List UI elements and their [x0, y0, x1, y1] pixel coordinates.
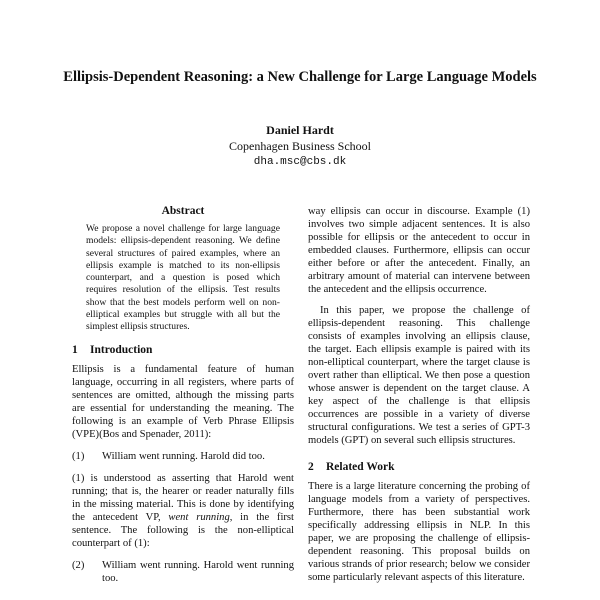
- related-title: Related Work: [326, 461, 395, 473]
- intro-paragraph-2: [72, 472, 294, 550]
- related-paragraph-1: There is a large literature concerning the probing of language models from a variety of perspectives. Furthermore, there has been substantial work specifically addressing ellipsis in NLP. In this paper, we are proposing the challenge of ellipsis-dependent reasoning. This proposal builds on various strands of prior research; below we consider some particularly relevant aspects of this literature.: [308, 481, 530, 583]
- right-paragraph-2: In this paper, we propose the challenge of ellipsis-dependent reasoning. This challenge consists of examples involving an ellipsis clause, the target. Each ellipsis example is paired with its non-elliptical counterpart, where the target clause is overt rather than elliptical. We then pose a question whose answer is dependent on the target clause. A key aspect of the challenge is that ellipsis occurrences are possible in a variety of diverse structural configurations. We test a series of GPT-3 models (GPT) on several such ellipsis structures.: [308, 305, 530, 446]
- intro-heading: [72, 344, 294, 356]
- intro-number: 1: [72, 343, 78, 356]
- example-2-text: William went running. Harold went running too.: [102, 559, 294, 584]
- intro-title: Introduction: [90, 343, 153, 356]
- intro-paragraph-2-a: (1) is understood as asserting that Harold went running; that is, the hearer or reader naturally fills in the missing material. This is done by identifying the antecedent VP,: [72, 472, 294, 523]
- author-email[interactable]: dha.msc@cbs.dk: [253, 156, 347, 168]
- left-column: [72, 205, 294, 594]
- related-heading: [308, 461, 530, 473]
- abstract-heading: Abstract: [161, 205, 205, 217]
- right-column: [308, 205, 530, 584]
- author-block: [0, 122, 600, 170]
- related-number: 2: [308, 461, 314, 473]
- author-name: Daniel Hardt: [266, 123, 334, 137]
- intro-paragraph-2-emphasis: went running: [168, 511, 230, 523]
- example-1-text: William went running. Harold did too.: [102, 450, 265, 462]
- intro-paragraph-2-b: , in the first sentence. The following is the non-elliptical counterpart of (1):: [72, 511, 294, 549]
- intro-paragraph-1: Ellipsis is a fundamental feature of human language, occurring in all registers, where parts of sentences are omitted, although the missing parts are essential for understanding the meaning. The following is an example of Verb Phrase Ellipsis (VPE)(Bos and Spenader, 2011):: [72, 363, 294, 440]
- abstract-text: We propose a novel challenge for large language models: ellipsis-dependent reasoning. We define several structures of paired examples, where an ellipsis example is matched to its non-ellipsis counterpart, and a question is posed which requires resolution of the ellipsis. Test results show that the best models perform well on non-elliptical examples but struggle with all but the simplest ellipsis structures.: [86, 223, 280, 333]
- example-2: [72, 559, 294, 585]
- paper-title: Ellipsis-Dependent Reasoning: a New Challenge for Large Language Models: [63, 69, 537, 85]
- author-affiliation: Copenhagen Business School: [229, 139, 371, 153]
- example-2-number: (2): [72, 559, 85, 571]
- example-1-number: (1): [72, 450, 85, 462]
- example-1: [72, 450, 294, 463]
- right-paragraph-1: way ellipsis can occur in discourse. Example (1) involves two simple adjacent sentences. It is also possible for ellipsis or the antecedent to occur in embedded clauses. Furthermore, ellipsis can occur either before or after the antecedent. Finally, an arbitrary amount of material can intervene between the antecedent and the ellipsis occurrence.: [308, 206, 530, 295]
